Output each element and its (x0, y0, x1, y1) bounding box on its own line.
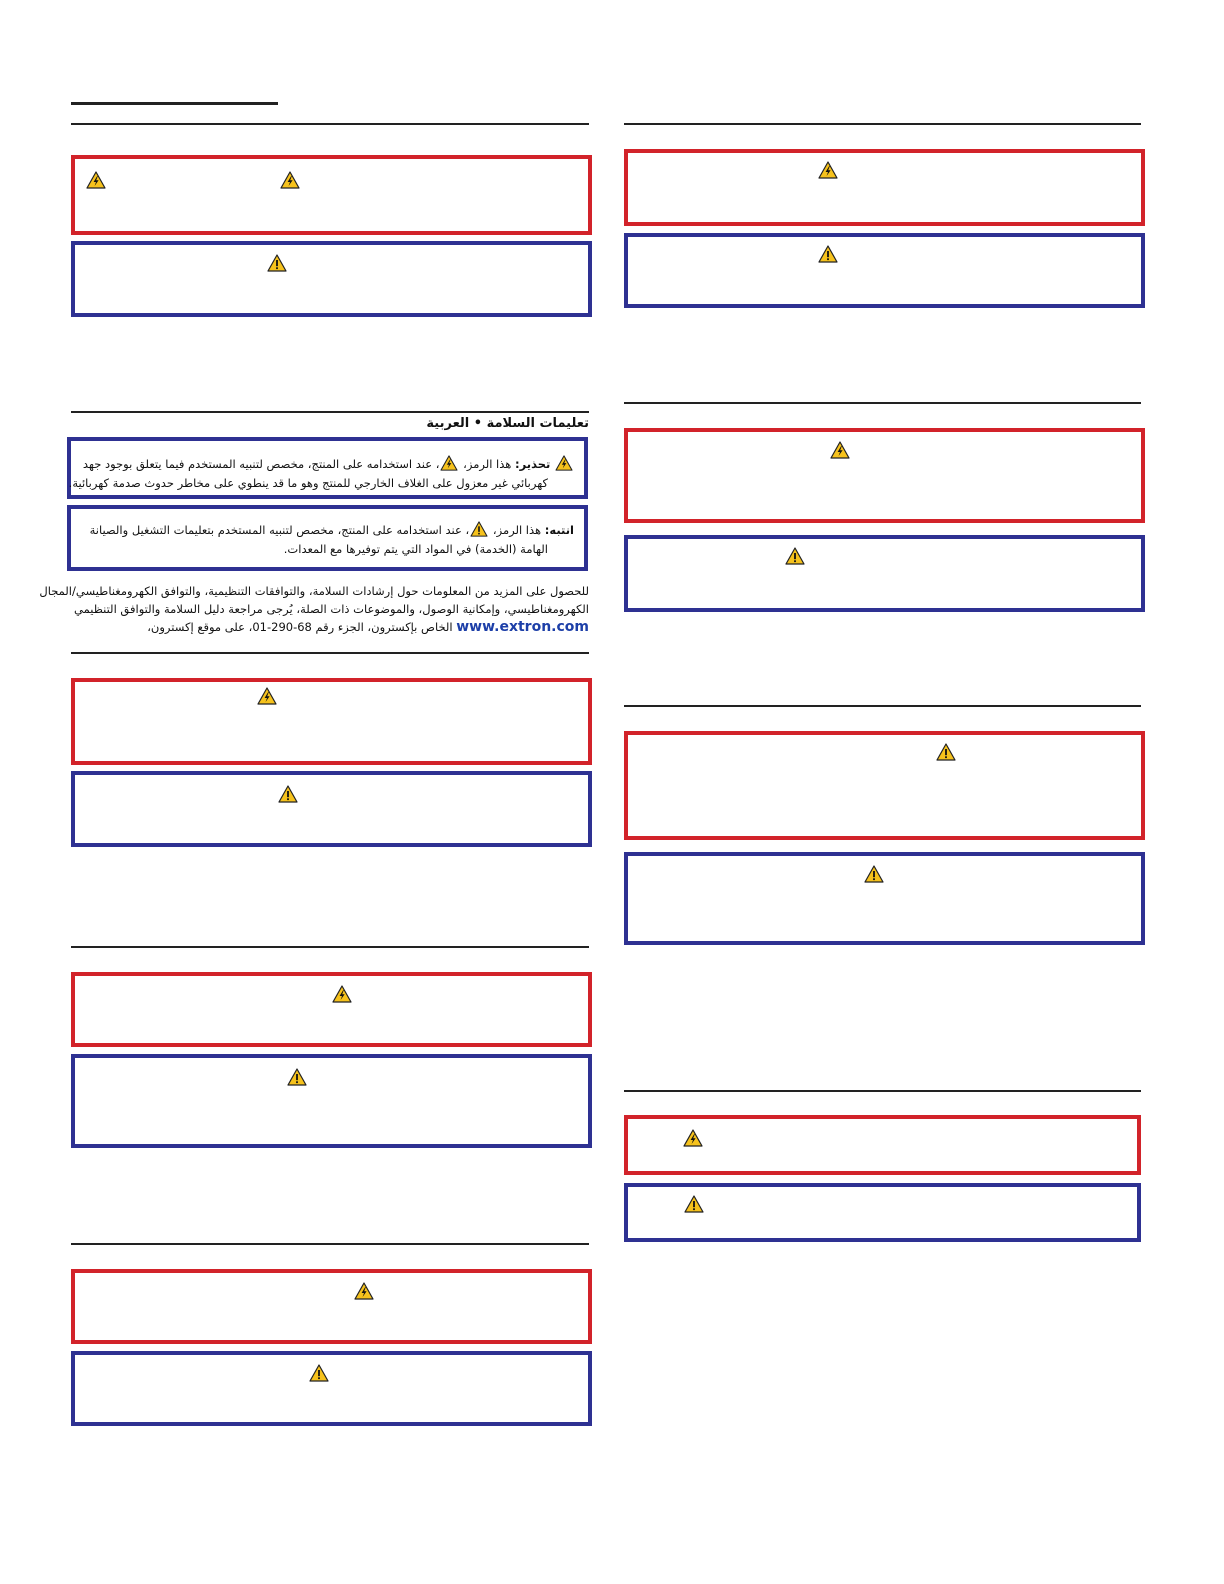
arabic-warning-box (67, 437, 588, 499)
arabic-info-text: الخاص بإكسترون، الجزء رقم 68-290-01، على موقع إكسترون، (147, 620, 453, 634)
electric-shock-warning-icon (354, 1282, 374, 1300)
arabic-attention-line-2: الهامة (الخدمة) في المواد التي يتم توفيرها مع المعدات. (283, 542, 548, 556)
section-divider (71, 1243, 589, 1245)
caution-exclamation-icon (936, 743, 956, 761)
caution-exclamation-icon (785, 547, 805, 565)
electric-shock-warning-icon (332, 985, 352, 1003)
electric-shock-warning-icon (280, 171, 300, 189)
arabic-warning-label: تحذير: (515, 457, 551, 471)
caution-box (624, 1183, 1141, 1242)
warning-box (71, 972, 592, 1047)
warning-box (71, 155, 592, 235)
arabic-attention-box (67, 505, 588, 571)
caution-exclamation-icon (684, 1195, 704, 1213)
warning-box (71, 678, 592, 765)
caution-exclamation-icon (287, 1068, 307, 1086)
arabic-attention-text-b: ، عند استخدامه على المنتج، مخصص لتنبيه المستخدم بتعليمات التشغيل والصيانة (89, 523, 470, 537)
caution-exclamation-icon (469, 521, 489, 537)
electric-shock-warning-icon (683, 1129, 703, 1147)
warning-box (624, 149, 1145, 226)
warning-box (71, 1269, 592, 1344)
section-divider (71, 123, 589, 125)
electric-shock-warning-icon (86, 171, 106, 189)
arabic-attention-label: انتبه: (544, 523, 574, 537)
arabic-info-line-2: الكهرومغناطيسي، وإمكانية الوصول، والموضوعات ذات الصلة، يُرجى مراجعة دليل السلامة والتوافق التنظيمي (73, 602, 589, 616)
warning-box (624, 428, 1145, 523)
arabic-attention-line-1 (90, 521, 574, 539)
section-divider (624, 402, 1141, 404)
section-divider (71, 411, 589, 413)
electric-shock-warning-icon (830, 441, 850, 459)
caution-box (71, 1351, 592, 1426)
section-divider (624, 123, 1141, 125)
warning-box (624, 731, 1145, 840)
extron-url-link[interactable]: www.extron.com (456, 619, 589, 635)
caution-box (624, 852, 1145, 945)
caution-box (624, 535, 1145, 612)
section-divider (624, 705, 1141, 707)
arabic-info-paragraph (39, 582, 589, 636)
arabic-warning-line-2: كهربائي غير معزول على الغلاف الخارجي للمنتج وهو ما قد ينطوي على مخاطر حدوث صدمة كهربائية. (68, 476, 548, 490)
caution-exclamation-icon (864, 865, 884, 883)
caution-exclamation-icon (278, 785, 298, 803)
electric-shock-warning-icon (554, 455, 574, 471)
arabic-info-line-1: للحصول على المزيد من المعلومات حول إرشادات السلامة، والتوافقات التنظيمية، والتوافق الكهرومغناطيسي/المجال (39, 584, 589, 598)
electric-shock-warning-icon (257, 687, 277, 705)
arabic-warning-line-1 (83, 455, 574, 473)
electric-shock-warning-icon (818, 161, 838, 179)
caution-exclamation-icon (267, 254, 287, 272)
electric-shock-warning-icon (439, 455, 459, 471)
caution-box (71, 771, 592, 847)
header-rule (71, 102, 278, 105)
section-divider (71, 652, 589, 654)
arabic-warning-text-b: ، عند استخدامه على المنتج، مخصص لتنبيه المستخدم فيما يتعلق بوجود جهد (82, 457, 440, 471)
arabic-section-heading: تعليمات السلامة • العربية (426, 416, 589, 431)
caution-box (71, 241, 592, 317)
warning-box (624, 1115, 1141, 1175)
caution-box (624, 233, 1145, 308)
arabic-warning-text-a: هذا الرمز، (463, 457, 512, 471)
caution-box (71, 1054, 592, 1148)
section-divider (71, 946, 589, 948)
caution-exclamation-icon (309, 1364, 329, 1382)
caution-exclamation-icon (818, 245, 838, 263)
arabic-info-line-3 (71, 618, 589, 636)
arabic-attention-text-a: هذا الرمز، (492, 523, 542, 537)
section-divider (624, 1090, 1141, 1092)
